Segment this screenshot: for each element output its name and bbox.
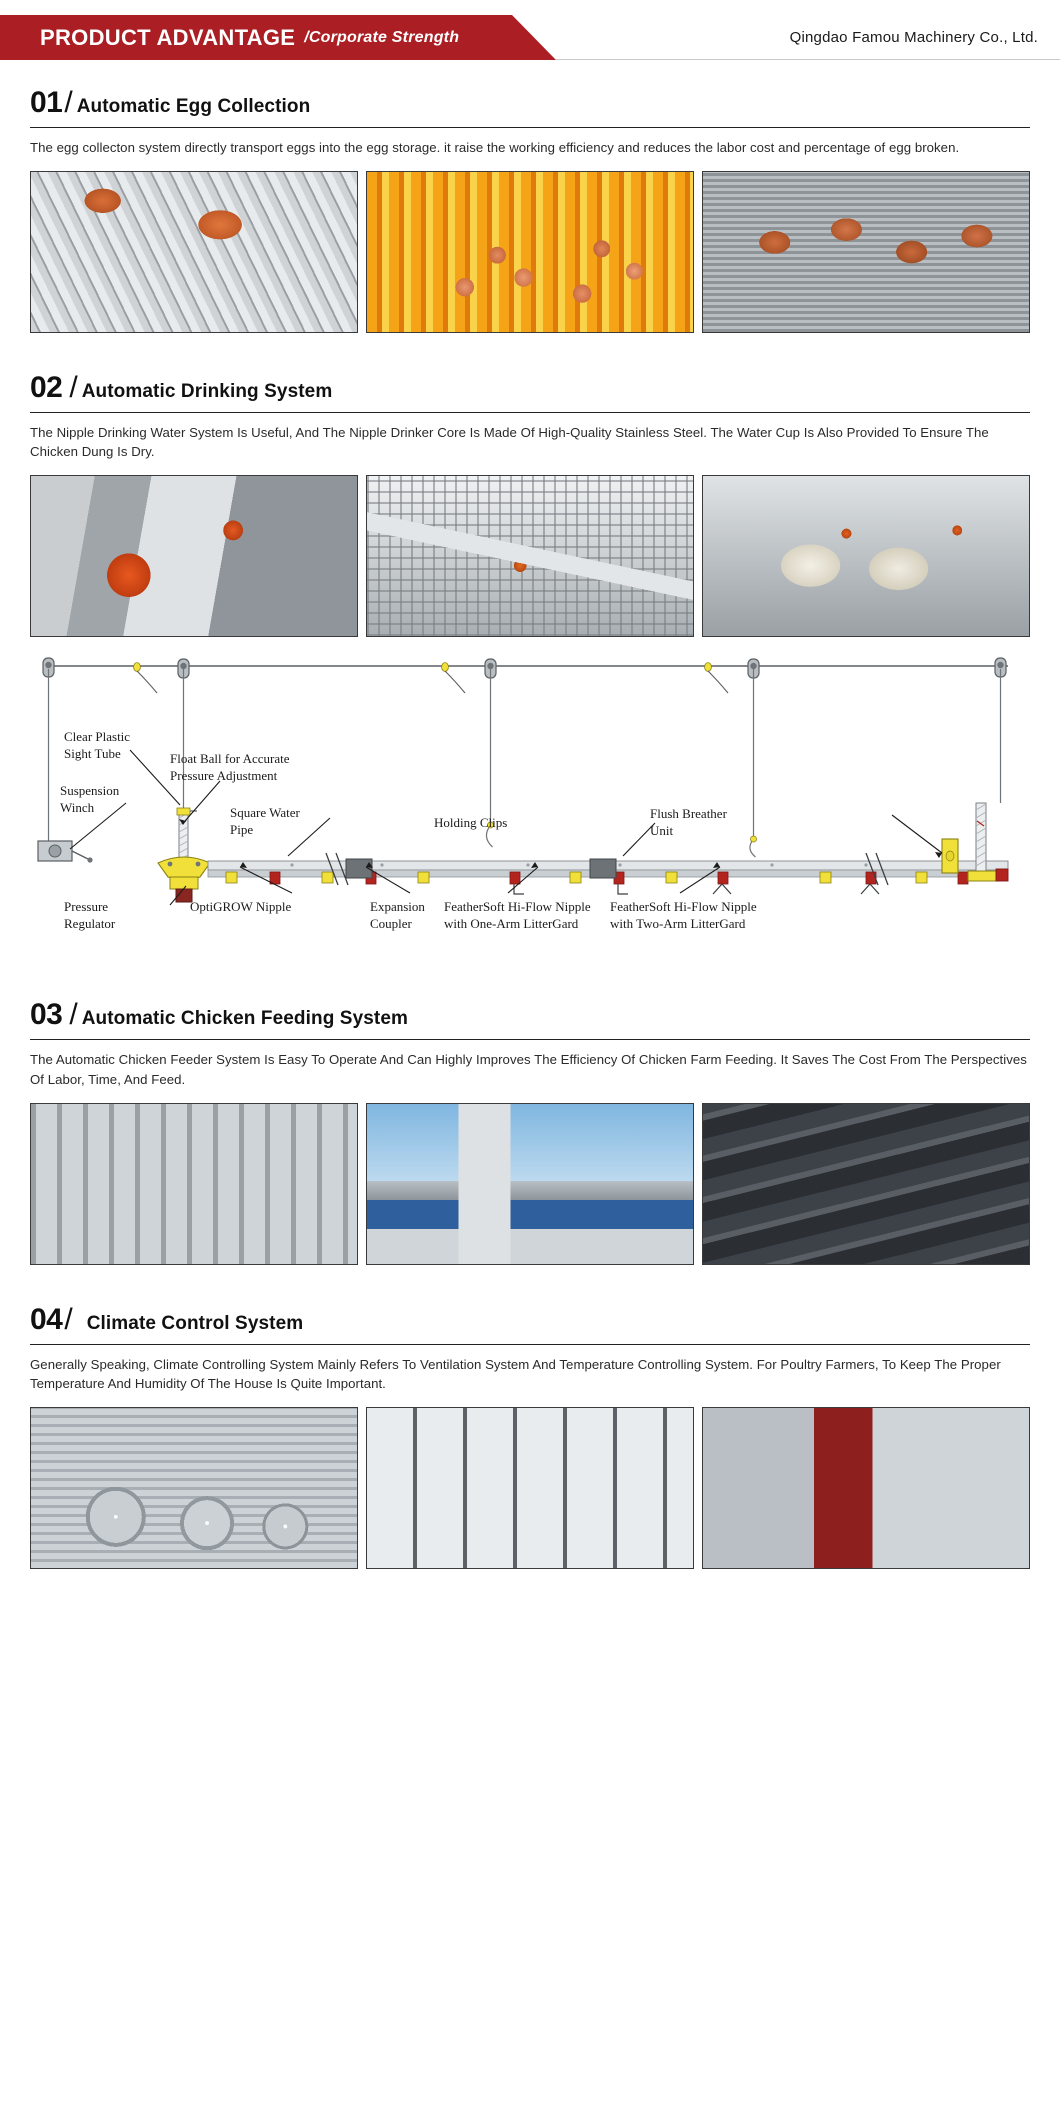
feed-silo-outside-house-photo <box>367 1104 693 1264</box>
label-pressure-reg-l1: Pressure <box>64 899 109 915</box>
section-02-image-1 <box>30 475 358 637</box>
section-01-image-3 <box>702 171 1030 333</box>
label-flush-breather-l1: Flush Breather <box>650 806 727 822</box>
label-sight-tube-l2: Sight Tube <box>64 746 121 762</box>
section-01-heading <box>30 86 1030 120</box>
banner-text-group <box>40 15 459 60</box>
section-01-slash: / <box>64 86 73 119</box>
section-02 <box>0 371 1060 637</box>
section-03-body: The Automatic Chicken Feeder System Is Easy To Operate And Can Highly Improves The Efficiency Of Chicken Farm Feeding. It Saves The Cost From The Perspectives Of Labor, Time, And Feed. <box>30 1052 1027 1087</box>
section-04 <box>0 1303 1060 1569</box>
section-02-rule <box>30 412 1030 413</box>
eggs-on-mesh-belt-photo <box>703 172 1029 332</box>
page-header <box>0 0 1060 70</box>
label-sight-tube-l1: Clear Plastic <box>64 729 131 745</box>
section-04-slash: / <box>64 1302 73 1336</box>
section-04-image-grid <box>30 1407 1030 1569</box>
label-holding-clips: Holding Clips <box>434 815 508 831</box>
section-04-title: Climate Control System <box>86 1312 304 1334</box>
egg-conveyor-rails-photo <box>31 172 357 332</box>
section-02-number: 02 <box>30 371 63 405</box>
section-04-heading <box>30 1303 1030 1337</box>
section-01-image-2 <box>366 171 694 333</box>
pressure-regulator-glyph <box>158 857 210 902</box>
section-04-number: 04 <box>30 1302 63 1336</box>
section-01-image-1 <box>30 171 358 333</box>
company-name: Qingdao Famou Machinery Co., Ltd. <box>789 29 1038 46</box>
banner-subtitle: /Corporate Strength <box>304 28 460 46</box>
label-feathersoft-two-l1: FeatherSoft Hi-Flow Nipple <box>610 899 757 915</box>
section-04-image-2 <box>366 1407 694 1569</box>
section-02-body: The Nipple Drinking Water System Is Useful, And The Nipple Drinker Core Is Made Of High-Quality Stainless Steel. The Water Cup Is Also Provided To Ensure The Chicken Dung Is Dry. <box>30 425 989 460</box>
section-02-image-grid <box>30 475 1030 637</box>
section-03 <box>0 998 1060 1264</box>
section-04-image-1 <box>30 1407 358 1569</box>
section-01-rule <box>30 127 1030 128</box>
label-square-pipe-l1: Square Water <box>230 805 300 821</box>
section-03-image-grid <box>30 1103 1030 1265</box>
suspension-winch-glyph <box>38 841 93 863</box>
section-02-heading <box>30 371 1030 405</box>
section-03-rule <box>30 1039 1030 1040</box>
section-03-title: Automatic Chicken Feeding System <box>81 1008 408 1030</box>
poultry-house-exterior-photo <box>703 1408 1029 1568</box>
section-03-heading <box>30 998 1030 1032</box>
label-square-pipe-l2: Pipe <box>230 822 254 838</box>
section-03-slash: / <box>69 998 78 1032</box>
section-01-image-grid <box>30 171 1030 333</box>
label-expansion-l1: Expansion <box>370 899 425 915</box>
nipple-drinking-line-diagram <box>30 653 1030 968</box>
water-pipe-in-cage-photo <box>367 476 693 636</box>
label-expansion-l2: Coupler <box>370 916 412 932</box>
section-03-image-2 <box>366 1103 694 1265</box>
label-pressure-reg-l2: Regulator <box>64 916 116 932</box>
section-01-body: The egg collecton system directly transport eggs into the egg storage. it raise the working efficiency and reduces the labor cost and percentage of egg broken. <box>30 140 960 155</box>
eggs-on-orange-tray-photo <box>367 172 693 332</box>
chicks-drinking-nipple-photo <box>703 476 1029 636</box>
section-02-slash: / <box>69 371 78 405</box>
holding-clip-glyphs <box>226 872 927 883</box>
section-01-number: 01 <box>30 86 63 119</box>
label-feathersoft-two-l2: with Two-Arm LitterGard <box>610 916 746 932</box>
orange-pressure-regulator-photo <box>31 476 357 636</box>
section-01 <box>0 86 1060 333</box>
section-04-body: Generally Speaking, Climate Controlling System Mainly Refers To Ventilation System And Temperature Controlling System. For Poultry Farmers, To Keep The Proper Temperature And Humidity Of The House Is Quite Important. <box>30 1356 1001 1391</box>
cooling-pad-wall-photo <box>367 1408 693 1568</box>
label-float-ball-l1: Float Ball for Accurate <box>170 751 290 767</box>
label-suspension-winch-l1: Suspension <box>60 783 120 799</box>
section-03-image-1 <box>30 1103 358 1265</box>
section-03-image-3 <box>702 1103 1030 1265</box>
label-suspension-winch-l2: Winch <box>60 800 95 816</box>
label-feathersoft-one-l1: FeatherSoft Hi-Flow Nipple <box>444 899 591 915</box>
exhaust-fan-cones-photo <box>31 1408 357 1568</box>
header-banner <box>0 15 580 60</box>
label-feathersoft-one-l2: with One-Arm LitterGard <box>444 916 579 932</box>
label-float-ball-l2: Pressure Adjustment <box>170 768 278 784</box>
feed-trough-conveyors-photo <box>703 1104 1029 1264</box>
section-04-rule <box>30 1344 1030 1345</box>
battery-cage-rows-photo <box>31 1104 357 1264</box>
section-03-number: 03 <box>30 998 63 1032</box>
section-02-image-3 <box>702 475 1030 637</box>
section-02-image-2 <box>366 475 694 637</box>
section-04-image-3 <box>702 1407 1030 1569</box>
section-01-title: Automatic Egg Collection <box>76 96 311 117</box>
label-optigrow-nipple: OptiGROW Nipple <box>190 899 292 915</box>
label-flush-breather-l2: Unit <box>650 823 674 839</box>
banner-title: PRODUCT ADVANTAGE <box>40 24 296 50</box>
section-02-title: Automatic Drinking System <box>81 381 333 403</box>
